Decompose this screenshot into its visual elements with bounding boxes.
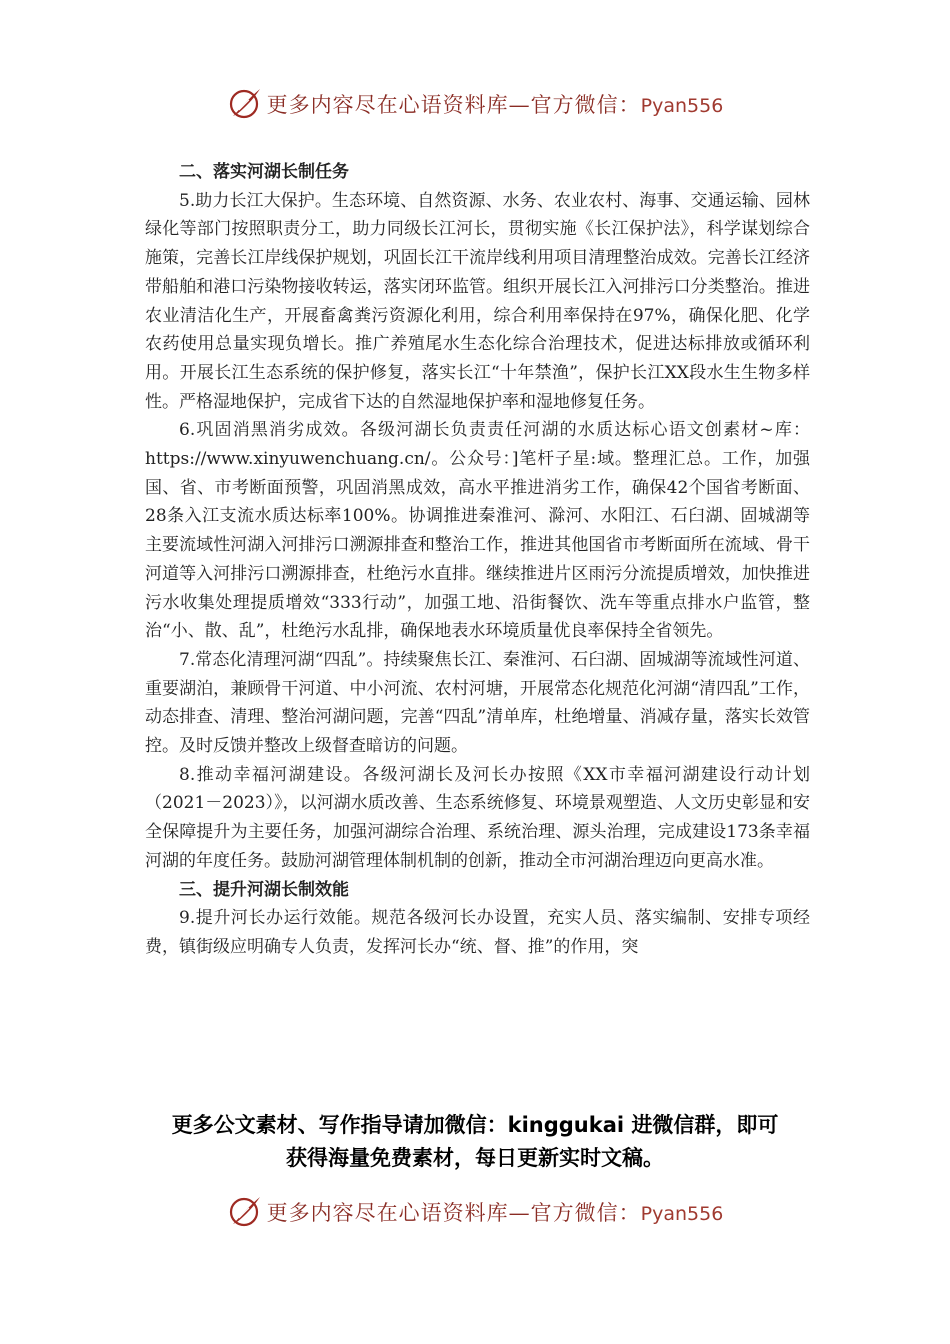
header-banner [0, 82, 950, 126]
quill-pen-logo-icon [227, 1194, 263, 1230]
quill-pen-logo-icon [227, 86, 263, 122]
wechat-handle: Pyan556 [640, 1203, 724, 1225]
footer-banner [0, 1190, 950, 1234]
paragraph-6: 6.巩固消黑消劣成效。各级河湖长负责责任河湖的水质达标心语文创素材~库：https://www.xinyuwenchuang.cn/。公众号：]笔杆子星:域。整理汇总。工作，加强国、省、市考断面预警，巩固消黑成效，高水平推进消劣工作，确保42个国省考断面、28条入江支流水质达标率100%。协调推进秦淮河、滁河、水阳江、石臼湖、固城湖等主要流域性河湖入河排污口溯源排查和整治工作，推进其他国省市考断面所在流域、骨干河道等入河排污口溯源排查，杜绝污水直排。继续推进片区雨污分流提质增效，加快推进污水收集处理提质增效“333行动”，加强工地、沿街餐饮、洗车等重点排水户监管，整治“小、散、乱”，杜绝污水乱排，确保地表水环境质量优良率保持全省领先。 [145, 420, 810, 642]
footer-promo-line-2: 获得海量免费素材，每日更新实时文稿。 [286, 1146, 664, 1170]
section-heading-2: 二、落实河湖长制任务 [179, 162, 349, 182]
footer-promo-line-1: 更多公文素材、写作指导请加微信：kinggukai 进微信群，即可 [171, 1113, 779, 1137]
paragraph-5: 5.助力长江大保护。生态环境、自然资源、水务、农业农村、海事、交通运输、园林绿化等部门按照职责分工，助力同级长江河长，贯彻实施《长江保护法》，科学谋划综合施策，完善长江岸线保护规划，巩固长江干流岸线利用项目清理整治成效。完善长江经济带船舶和港口污染物接收转运，落实闭环监管。组织开展长江入河排污口分类整治。推进农业清洁化生产，开展畜禽粪污资源化利用，综合利用率保持在97%，确保化肥、化学农药使用总量实现负增长。推广养殖尾水生态化综合治理技术，促进达标排放或循环利用。开展长江生态系统的保护修复，落实长江“十年禁渔”，保护长江XX段水生生物多样性。严格湿地保护，完成省下达的自然湿地保护率和湿地修复任务。 [145, 190, 810, 412]
section-heading-3: 三、提升河湖长制效能 [179, 879, 349, 900]
paragraph-7: 7.常态化清理河湖“四乱”。持续聚焦长江、秦淮河、石臼湖、固城湖等流域性河道、重要湖泊，兼顾骨干河道、中小河流、农村河塘，开展常态化规范化河湖“清四乱”工作，动态排查、清理、整治河湖问题，完善“四乱”清单库，杜绝增量、消减存量，落实长效管控。及时反馈并整改上级督查暗访的问题。 [145, 649, 810, 757]
banner-caption [267, 1197, 724, 1227]
document-body [145, 158, 810, 962]
paragraph-9: 9.提升河长办运行效能。规范各级河长办设置，充实人员、落实编制、安排专项经费，镇街级应明确专人负责，发挥河长办“统、督、推”的作用，突 [145, 908, 810, 957]
footer-promo [0, 1109, 950, 1175]
banner-text: 更多内容尽在心语资料库—官方微信： [266, 93, 641, 117]
paragraph-8: 8.推动幸福河湖建设。各级河湖长及河长办按照《XX市幸福河湖建设行动计划（2021－2023）》，以河湖水质改善、生态系统修复、环境景观塑造、人文历史彰显和安全保障提升为主要任务，加强河湖综合治理、系统治理、源头治理，完成建设173条幸福河湖的年度任务。鼓励河湖管理体制机制的创新，推动全市河湖治理迈向更高水准。 [145, 764, 810, 871]
banner-text: 更多内容尽在心语资料库—官方微信： [266, 1201, 641, 1225]
banner-caption [267, 89, 724, 119]
wechat-handle: Pyan556 [640, 95, 724, 117]
